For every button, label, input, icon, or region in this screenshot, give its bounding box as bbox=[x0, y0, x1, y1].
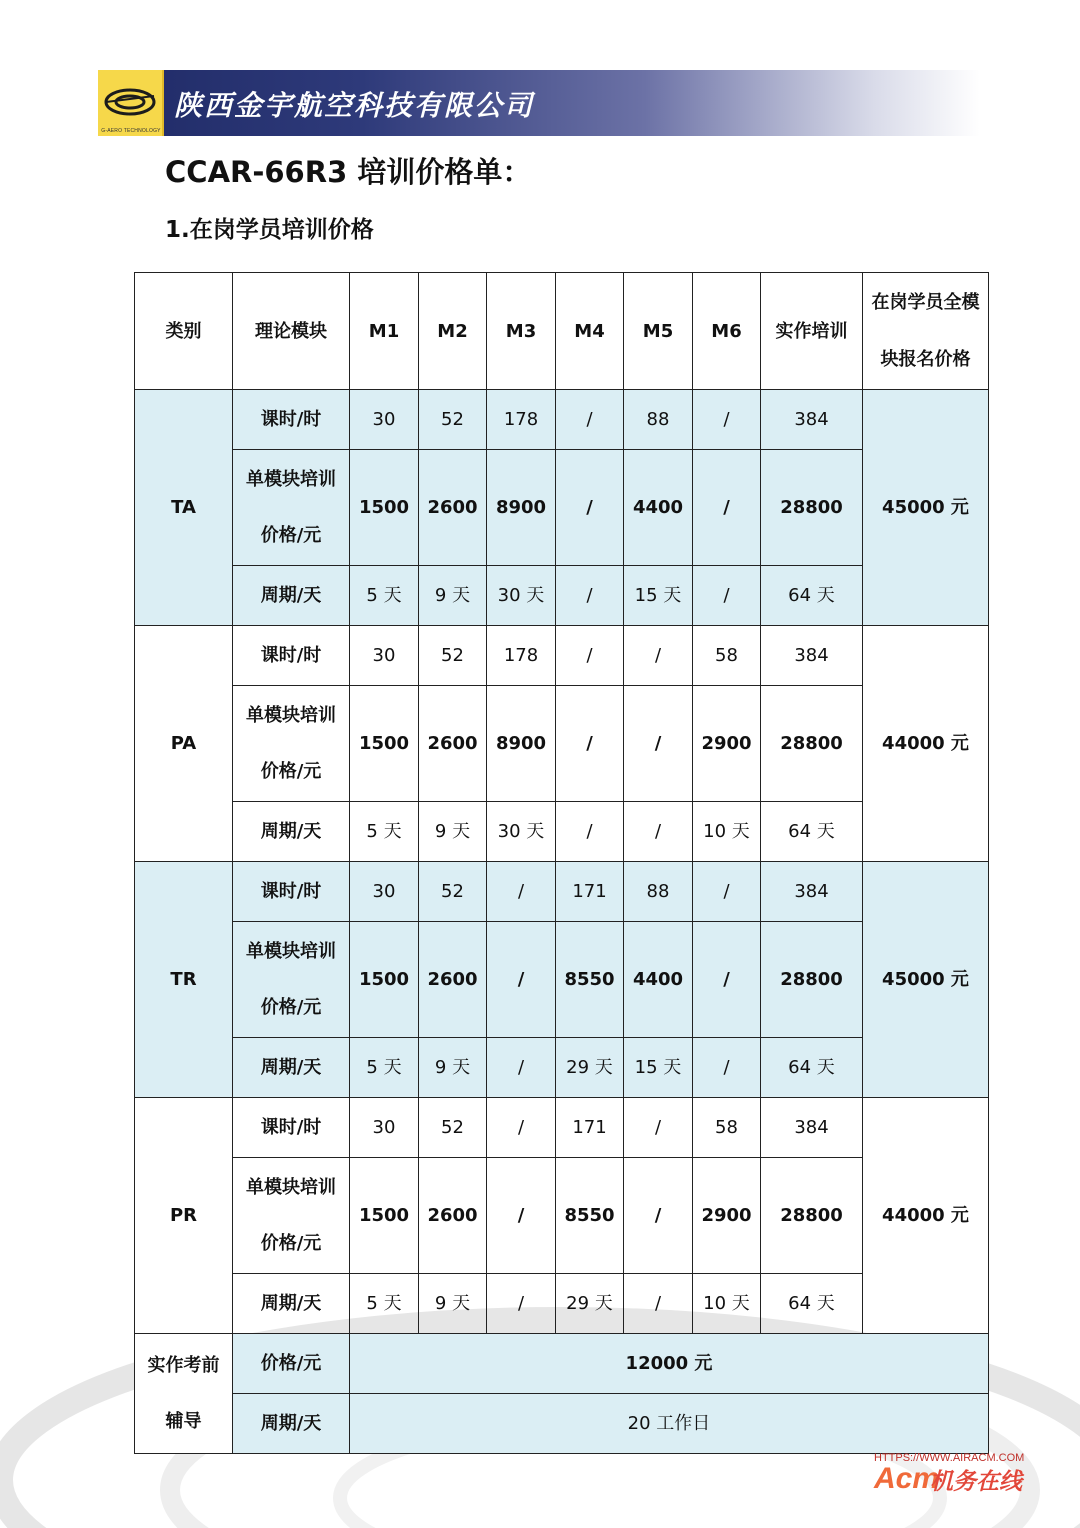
cell: / bbox=[487, 862, 556, 922]
cell: 52 bbox=[419, 390, 487, 450]
cell: 5 天 bbox=[350, 566, 419, 626]
row-label-hours: 课时/时 bbox=[233, 1098, 350, 1158]
table-row bbox=[135, 626, 989, 686]
table-row bbox=[135, 1158, 989, 1274]
total-price-cell: 44000 元 bbox=[863, 626, 989, 862]
cell: 10 天 bbox=[693, 1274, 761, 1334]
cell: / bbox=[556, 802, 624, 862]
table-row bbox=[135, 1334, 989, 1394]
row-label-period: 周期/天 bbox=[233, 802, 350, 862]
cell: / bbox=[624, 1098, 693, 1158]
cell: 28800 bbox=[761, 450, 863, 566]
cell: 58 bbox=[693, 626, 761, 686]
exam-prep-price-value: 12000 元 bbox=[350, 1334, 989, 1394]
cell: 9 天 bbox=[419, 802, 487, 862]
cell: / bbox=[487, 1098, 556, 1158]
table-row bbox=[135, 1038, 989, 1098]
cell: 9 天 bbox=[419, 1274, 487, 1334]
cell: 30 bbox=[350, 1098, 419, 1158]
row-label-price-line2: 价格/元 bbox=[260, 760, 322, 782]
cell: 30 天 bbox=[487, 802, 556, 862]
header-m1: M1 bbox=[350, 273, 419, 390]
cell: 178 bbox=[487, 390, 556, 450]
category-cell: TA bbox=[135, 390, 233, 626]
cell: 15 天 bbox=[624, 1038, 693, 1098]
watermark-logo-mark: Acm bbox=[874, 1462, 940, 1495]
cell: 29 天 bbox=[556, 1274, 624, 1334]
row-label-price-line2: 价格/元 bbox=[260, 1232, 322, 1254]
table-row bbox=[135, 1394, 989, 1454]
cell: / bbox=[487, 922, 556, 1038]
exam-prep-price-label: 价格/元 bbox=[233, 1334, 350, 1394]
header-m4: M4 bbox=[556, 273, 624, 390]
table-row bbox=[135, 862, 989, 922]
cell: 30 bbox=[350, 862, 419, 922]
cell: / bbox=[624, 802, 693, 862]
cell: / bbox=[624, 1274, 693, 1334]
header-m2: M2 bbox=[419, 273, 487, 390]
cell: / bbox=[556, 450, 624, 566]
cell: 28800 bbox=[761, 686, 863, 802]
cell: 2600 bbox=[419, 686, 487, 802]
cell: 28800 bbox=[761, 922, 863, 1038]
cell: 1500 bbox=[350, 922, 419, 1038]
total-price-cell: 45000 元 bbox=[863, 390, 989, 626]
header-m6: M6 bbox=[693, 273, 761, 390]
table-row bbox=[135, 390, 989, 450]
cell: / bbox=[624, 626, 693, 686]
exam-prep-period-label: 周期/天 bbox=[233, 1394, 350, 1454]
row-label-price-line1: 单模块培训 bbox=[246, 468, 336, 490]
cell: / bbox=[693, 922, 761, 1038]
cell: 384 bbox=[761, 862, 863, 922]
company-name: 陕西金宇航空科技有限公司 bbox=[174, 89, 535, 122]
cell: 5 天 bbox=[350, 1038, 419, 1098]
cell: 171 bbox=[556, 1098, 624, 1158]
cell: 1500 bbox=[350, 686, 419, 802]
row-label-price-line1: 单模块培训 bbox=[246, 1176, 336, 1198]
cell: 5 天 bbox=[350, 802, 419, 862]
cell: / bbox=[556, 390, 624, 450]
document-title: CCAR-66R3 培训价格单： bbox=[165, 155, 532, 189]
cell: / bbox=[693, 566, 761, 626]
cell: 171 bbox=[556, 862, 624, 922]
cell: / bbox=[556, 566, 624, 626]
row-label-period: 周期/天 bbox=[233, 566, 350, 626]
exam-prep-line1: 实作考前 bbox=[147, 1354, 220, 1376]
cell: 58 bbox=[693, 1098, 761, 1158]
cell: 30 bbox=[350, 390, 419, 450]
cell: 52 bbox=[419, 626, 487, 686]
cell: 64 天 bbox=[761, 802, 863, 862]
cell: 5 天 bbox=[350, 1274, 419, 1334]
cell: 384 bbox=[761, 626, 863, 686]
cell: / bbox=[487, 1274, 556, 1334]
cell: 64 天 bbox=[761, 1274, 863, 1334]
table-row bbox=[135, 802, 989, 862]
cell: 2600 bbox=[419, 1158, 487, 1274]
cell: 52 bbox=[419, 1098, 487, 1158]
cell: 4400 bbox=[624, 922, 693, 1038]
header-total-line1: 在岗学员全模 bbox=[871, 292, 980, 313]
table-row bbox=[135, 922, 989, 1038]
cell: / bbox=[693, 450, 761, 566]
logo-emblem-icon bbox=[102, 80, 158, 120]
row-label-price bbox=[233, 1158, 350, 1274]
row-label-price-line1: 单模块培训 bbox=[246, 940, 336, 962]
row-label-price bbox=[233, 450, 350, 566]
header-total bbox=[863, 273, 989, 390]
row-label-hours: 课时/时 bbox=[233, 390, 350, 450]
table-row bbox=[135, 1274, 989, 1334]
table-row bbox=[135, 450, 989, 566]
header-total-line2: 块报名价格 bbox=[880, 349, 971, 370]
cell: 8550 bbox=[556, 1158, 624, 1274]
category-cell: TR bbox=[135, 862, 233, 1098]
section-title: 1.在岗学员培训价格 bbox=[165, 217, 374, 243]
row-label-hours: 课时/时 bbox=[233, 862, 350, 922]
cell: / bbox=[487, 1038, 556, 1098]
row-label-price-line2: 价格/元 bbox=[260, 524, 322, 546]
row-label-price bbox=[233, 686, 350, 802]
cell: / bbox=[624, 686, 693, 802]
row-label-period: 周期/天 bbox=[233, 1274, 350, 1334]
cell: 2900 bbox=[693, 1158, 761, 1274]
row-label-price-line1: 单模块培训 bbox=[246, 704, 336, 726]
header-practical: 实作培训 bbox=[761, 273, 863, 390]
exam-prep-category bbox=[135, 1334, 233, 1454]
cell: 2900 bbox=[693, 686, 761, 802]
header-m3: M3 bbox=[487, 273, 556, 390]
cell: 1500 bbox=[350, 450, 419, 566]
cell: 52 bbox=[419, 862, 487, 922]
exam-prep-period-value: 20 工作日 bbox=[350, 1394, 989, 1454]
cell: 2600 bbox=[419, 922, 487, 1038]
watermark-url: HTTPS://WWW.AIRACM.COM bbox=[874, 1452, 1025, 1464]
cell: 88 bbox=[624, 862, 693, 922]
header-theory-module: 理论模块 bbox=[233, 273, 350, 390]
row-label-hours: 课时/时 bbox=[233, 626, 350, 686]
cell: 4400 bbox=[624, 450, 693, 566]
logo-caption: G-AERO TECHNOLOGY bbox=[101, 128, 161, 134]
cell: 8900 bbox=[487, 450, 556, 566]
cell: 384 bbox=[761, 390, 863, 450]
header-row bbox=[135, 273, 989, 390]
cell: 64 天 bbox=[761, 566, 863, 626]
cell: / bbox=[693, 1038, 761, 1098]
watermark-name: 机务在线 bbox=[930, 1469, 1022, 1495]
cell: 15 天 bbox=[624, 566, 693, 626]
header-category: 类别 bbox=[135, 273, 233, 390]
price-table bbox=[134, 272, 989, 1454]
category-cell: PR bbox=[135, 1098, 233, 1334]
row-label-period: 周期/天 bbox=[233, 1038, 350, 1098]
cell: 1500 bbox=[350, 1158, 419, 1274]
cell: 2600 bbox=[419, 450, 487, 566]
row-label-price bbox=[233, 922, 350, 1038]
cell: 30 bbox=[350, 626, 419, 686]
cell: 384 bbox=[761, 1098, 863, 1158]
table-row bbox=[135, 686, 989, 802]
table-row bbox=[135, 1098, 989, 1158]
cell: 8550 bbox=[556, 922, 624, 1038]
cell: / bbox=[693, 390, 761, 450]
cell: 178 bbox=[487, 626, 556, 686]
exam-prep-line2: 辅导 bbox=[165, 1410, 202, 1432]
category-cell: PA bbox=[135, 626, 233, 862]
cell: / bbox=[693, 862, 761, 922]
cell: / bbox=[556, 626, 624, 686]
cell: 29 天 bbox=[556, 1038, 624, 1098]
cell: 10 天 bbox=[693, 802, 761, 862]
cell: 9 天 bbox=[419, 566, 487, 626]
company-logo bbox=[98, 70, 164, 136]
total-price-cell: 44000 元 bbox=[863, 1098, 989, 1334]
cell: 64 天 bbox=[761, 1038, 863, 1098]
cell: / bbox=[487, 1158, 556, 1274]
cell: / bbox=[556, 686, 624, 802]
table-row bbox=[135, 566, 989, 626]
cell: 9 天 bbox=[419, 1038, 487, 1098]
header-m5: M5 bbox=[624, 273, 693, 390]
cell: 30 天 bbox=[487, 566, 556, 626]
cell: 8900 bbox=[487, 686, 556, 802]
cell: 88 bbox=[624, 390, 693, 450]
cell: 28800 bbox=[761, 1158, 863, 1274]
row-label-price-line2: 价格/元 bbox=[260, 996, 322, 1018]
cell: / bbox=[624, 1158, 693, 1274]
total-price-cell: 45000 元 bbox=[863, 862, 989, 1098]
